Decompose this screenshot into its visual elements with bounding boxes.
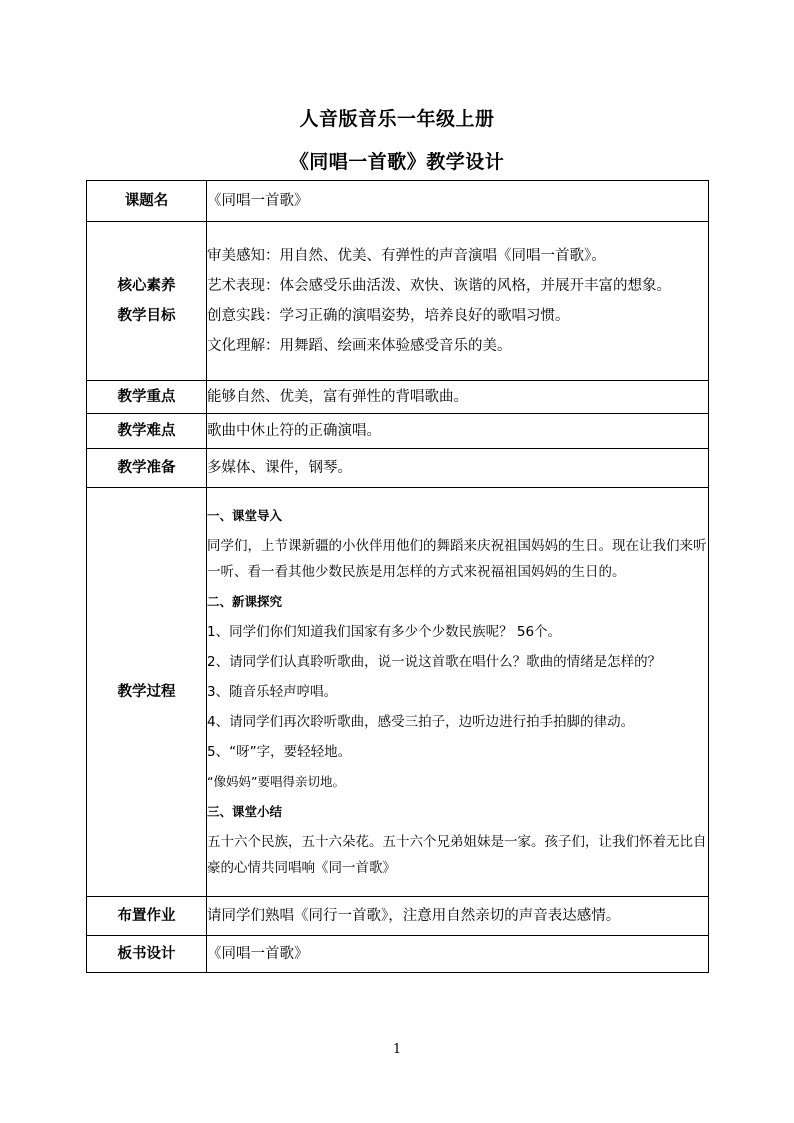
row-process <box>87 488 709 897</box>
preparation-value: 多媒体、课件，钢琴。 <box>207 449 709 488</box>
lesson-plan-table <box>86 180 709 973</box>
goal-aesthetic: 审美感知：用自然、优美、有弹性的声音演唱《同唱一首歌》。 <box>207 248 606 264</box>
goals-label <box>87 222 207 381</box>
process-value <box>207 488 709 897</box>
process-heading-summary: 三、课堂小结 <box>207 804 283 819</box>
preparation-label: 教学准备 <box>87 449 207 488</box>
process-heading-intro: 一、课堂导入 <box>207 508 283 523</box>
row-topic <box>87 181 709 222</box>
row-preparation <box>87 449 709 488</box>
goal-expression: 艺术表现：体会感受乐曲活泼、欢快、诙谐的风格，并展开丰富的想象。 <box>207 278 671 294</box>
key-points-label: 教学重点 <box>87 381 207 414</box>
topic-label: 课题名 <box>87 181 207 222</box>
goals-label-line2: 教学目标 <box>117 308 176 324</box>
board-value: 《同唱一首歌》 <box>207 936 709 973</box>
process-step-4: 4、请同学们再次聆听歌曲，感受三拍子，边听边进行拍手拍脚的律动。 <box>207 714 635 730</box>
row-homework <box>87 897 709 936</box>
process-intro-text: 同学们，上节课新疆的小伙伴用他们的舞蹈来庆祝祖国妈妈的生日。现在让我们来听一听、看一看其他少数民族是用怎样的方式来祝福祖国妈妈的生日的。 <box>207 538 707 580</box>
homework-value: 请同学们熟唱《同行一首歌》，注意用自然亲切的声音表达感情。 <box>207 897 709 936</box>
difficulties-value: 歌曲中休止符的正确演唱。 <box>207 414 709 449</box>
document-subtitle: 《同唱一首歌》教学设计 <box>289 151 505 173</box>
goal-practice: 创意实践：学习正确的演唱姿势，培养良好的歌唱习惯。 <box>207 308 570 324</box>
board-label: 板书设计 <box>87 936 207 973</box>
process-heading-explore: 二、新课探究 <box>207 594 283 609</box>
process-step-1: 1、同学们你们知道我们国家有多少个少数民族呢？ 56个。 <box>207 624 562 640</box>
process-step-5: 5、“呀”字，要轻轻地。 <box>207 744 352 760</box>
topic-value: 《同唱一首歌》 <box>207 181 709 222</box>
process-step-2: 2、请同学们认真聆听歌曲，说一说这首歌在唱什么？歌曲的情绪是怎样的？ <box>207 654 662 670</box>
process-label: 教学过程 <box>87 488 207 897</box>
process-step-3: 3、随音乐轻声哼唱。 <box>207 684 338 700</box>
goal-culture: 文化理解：用舞蹈、绘画来体验感受音乐的美。 <box>207 338 512 354</box>
process-note: “像妈妈”要唱得亲切地。 <box>207 774 345 789</box>
document-title: 人音版音乐一年级上册 <box>299 108 495 130</box>
row-board <box>87 936 709 973</box>
goals-label-line1: 核心素养 <box>117 278 176 294</box>
row-key-points <box>87 381 709 414</box>
row-goals <box>87 222 709 381</box>
row-difficulties <box>87 414 709 449</box>
page-number: 1 <box>392 1042 402 1057</box>
process-summary-text: 五十六个民族，五十六朵花。五十六个兄弟姐妹是一家。孩子们，让我们怀着无比自豪的心情共同唱响《同一首歌》 <box>207 834 707 876</box>
key-points-value: 能够自然、优美，富有弹性的背唱歌曲。 <box>207 381 709 414</box>
difficulties-label: 教学难点 <box>87 414 207 449</box>
goals-value <box>207 222 709 381</box>
homework-label: 布置作业 <box>87 897 207 936</box>
